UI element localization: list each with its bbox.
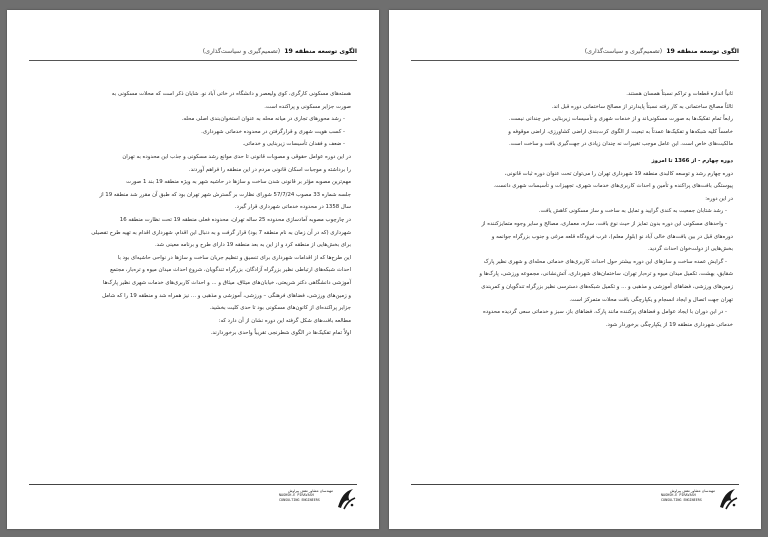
paragraph: سال 1358 در محدوده خدماتی شهرداری قرار گیرد. bbox=[234, 204, 351, 211]
document-page-right bbox=[389, 10, 761, 529]
paragraph: دوره‌های قبل در بین بافت‌های خالی آباد نو (بلوار معلم)، غرب فرودگاه قلعه مرغی و جنوب بزرگراه جوانمه و bbox=[491, 233, 733, 240]
paragraph: و زمین‌های ورزشی، فضاهای فرهنگی – ورزشی، آموزشی و مذهبی و ... نیز همراه شد و منطقه 19 را که شامل bbox=[102, 292, 351, 299]
paragraph: زمین‌های ورزشی، فضاهای آموزشی و مذهبی و ... و تکمیل شبکه‌های دسترسی نظیر بزرگراه تندگویان و کمربندی bbox=[481, 283, 733, 290]
bullet-item: - گرایش عمده ساخت و سازهای این دوره بیشتر حول احداث کاربری‌های خدماتی محله‌ای و شهری نظیر پارک bbox=[483, 258, 727, 265]
paragraph: مهم‌ترین مصوبه مؤثر بر قانونی شدن ساخت و سازها در حاشیه شهر به ویژه منطقه 19 بند 1 صورت bbox=[126, 179, 351, 186]
paragraph: را برداشته و موجبات اسکان قانونی مردم در این منطقه را فراهم آوردند. bbox=[188, 166, 351, 173]
page-header bbox=[411, 48, 739, 55]
paragraph: اولاً تمام تفکیک‌ها در الگوی شطرنجی تقریباً واحدی برخوردارند. bbox=[210, 330, 351, 337]
calligraphy-emblem-icon bbox=[717, 487, 739, 511]
header-title: الگوی توسعه منطقه 19 bbox=[666, 48, 739, 55]
paragraph: خدماتی شهرداری منطقه 19 از یکپارچگی برخوردار شود. bbox=[605, 321, 733, 328]
logo-tagline-en: CONSULTING ENGINEERS bbox=[661, 497, 702, 502]
paragraph: در این دوره: bbox=[705, 195, 733, 202]
logo-name-en: NAGHSH-E PIRAVASH bbox=[279, 493, 314, 498]
paragraph: دوره چهارم رشد و توسعه کالبدی منطقه 19 شهرداری تهران را می‌توان تحت عنوان دوره ثبات قانونی، bbox=[504, 170, 733, 177]
paragraph: احداث شبکه‌های ارتباطی نظیر بزرگراه آزادگان، بزرگراه تندگویان، شروع احداث میدان میوه و تره‌بار، مجتمع bbox=[110, 267, 351, 274]
header-subtitle: (تصمیم‌گیری و سیاست‌گذاری) bbox=[584, 48, 663, 55]
paragraph: ثالثاً مصالح ساختمانی به کار رفته نسبتاً پایدارتر از مصالح ساختمانی دوره قبل اند. bbox=[551, 103, 733, 110]
company-logo bbox=[279, 487, 357, 513]
paragraph: صورت جزایر مسکونی و پراکنده است. bbox=[264, 103, 351, 110]
paragraph: تهران جهت اتصال و ایجاد انسجام و یکپارچگی بافت محلات متمرکز است. bbox=[569, 296, 733, 303]
header-divider bbox=[29, 60, 357, 61]
paragraph: در این دوره عوامل حقوقی و مصوبات قانونی تا حدی موانع رشد مسکونی و جذب این محدوده به تهران bbox=[122, 153, 351, 160]
bullet-item: - رشد شتابان جمعیت به کندی گرایید و تمایل به ساخت و ساز مسکونی کاهش یافت. bbox=[538, 208, 727, 215]
logo-name-fa: مهندسان مشاور نقش پیراوش bbox=[287, 489, 333, 493]
logo-text bbox=[279, 489, 333, 502]
bullet-item: - واحدهای مسکونی این دوره بدون تمایز از حیث نوع بافت، سازه، معماری، مصالح و سایر وجوه متمایزکننده از bbox=[481, 220, 727, 227]
page-body bbox=[35, 88, 351, 340]
paragraph: ثانیاً اندازه قطعات و تراکم نسبتاً همسان هستند. bbox=[626, 91, 733, 97]
bullet-item: - رشد محورهای تجاری در میانه محله به عنوان استخوان‌بندی اصلی محله. bbox=[181, 116, 345, 123]
paragraph: جزایر پراکنده‌ای از کانون‌های مسکونی بود تا حدی کلیت بخشید. bbox=[209, 305, 351, 312]
header-title: الگوی توسعه منطقه 19 bbox=[284, 48, 357, 55]
footer-divider bbox=[29, 484, 357, 485]
header-divider bbox=[411, 60, 739, 61]
paragraph: این طرح‌ها که از اقدامات شهرداری برای تنسیق و تنظیم جریان ساخت و سازها در نواحی حاشیه‌ای بود با bbox=[117, 254, 351, 261]
paragraph: شهرداری (که در آن زمان به نام منطقه 7 بود) قرار گرفت و به دنبال این اقدام، شهرداری اقدام به تهیه طرح تفصیلی bbox=[91, 229, 351, 236]
paragraph: خامساً کلیه شبکه‌ها و تفکیک‌ها عمدتاً به تبعیت از الگوی کرت‌بندی اراضی کشاورزی، اراضی موقوفه و bbox=[508, 128, 733, 135]
paragraph: هسته‌های مسکونی کارگری، کوی ولیعصر و دانشگاه در خاتی آباد نو. شایان ذکر است که محلات مسکونی به bbox=[111, 91, 351, 97]
paragraph: مالکیت‌های خاص است. این عامل موجب تغییرات نه چندان زیادی در جهت‌گیری بافت و ساخت است. bbox=[508, 141, 733, 148]
paragraph: شقایق، بهشت، تکمیل میدان میوه و تره‌بار تهران، ساختمان‌های شهرداری، آتش‌نشانی، مجموعه ورزشی، پارک‌ها و bbox=[479, 271, 733, 278]
footer-divider bbox=[411, 484, 739, 485]
bullet-item: - در این دوران با ایجاد عوامل و فضاهای پرکننده مانند پارک، فضاهای باز، سبز و خدماتی سعی گردیده محدوده bbox=[483, 309, 727, 316]
logo-name-en: NAGHSH-E PIRAVASH bbox=[661, 493, 696, 498]
document-page-left bbox=[7, 10, 379, 529]
section-heading: دوره چهارم - از 1366 تا امروز bbox=[651, 157, 733, 164]
paragraph: جلسه شماره 33 مصوب 57/7/24 شورای نظارت بر گسترش شهر تهران بود که طبق آن مقرر شد منطقه 19 از bbox=[99, 191, 351, 198]
company-logo bbox=[661, 487, 739, 513]
bullet-item: - ضعف و فقدان تأسیسات زیربنایی و خدماتی. bbox=[242, 141, 345, 148]
logo-text bbox=[661, 489, 715, 502]
paragraph: آموزشی دانشگاهی دکتر شریعتی، خیابان‌های میثاق، میثاق و ... و احداث کاربری‌های خدمات شهری نظیر پارک‌ها bbox=[102, 279, 351, 286]
page-header bbox=[29, 48, 357, 55]
paragraph: رابعاً تمام تفکیک‌ها به صورت مسکونی‌اند و از خدمات شهری و تأسیسات زیربنایی خبر چندانی نیست. bbox=[508, 116, 733, 123]
page-body bbox=[417, 88, 733, 331]
paragraph: مطالعه بافت‌های شکل گرفته این دوره نشان از آن دارد که: bbox=[218, 317, 351, 324]
header-subtitle: (تصمیم‌گیری و سیاست‌گذاری) bbox=[202, 48, 281, 55]
logo-tagline-en: CONSULTING ENGINEERS bbox=[279, 497, 320, 502]
paragraph: پیوستگی بافت‌های پراکنده و تأمین و احداث کاربری‌های خدمات شهری، تجهیزات و تأسیسات شهری دانست. bbox=[493, 183, 733, 190]
paragraph: برای بخش‌هایی از منطقه کرد و از این به بعد منطقه 19 دارای طرح و برنامه معینی شد. bbox=[154, 242, 351, 249]
logo-name-fa: مهندسان مشاور نقش پیراوش bbox=[669, 489, 715, 493]
bullet-item: - کسب هویت شهری و قرارگرفتن در محدوده خدماتی شهرداری. bbox=[201, 128, 345, 135]
calligraphy-emblem-icon bbox=[335, 487, 357, 511]
paragraph: در چارچوب مصوبه آمادسازی محدوده 25 ساله تهران، محدوده فعلی منطقه 19 تحت نظارت منطقه 16 bbox=[119, 216, 351, 223]
paragraph: بخش‌هایی از دولت‌خوان احداث گردید. bbox=[647, 246, 733, 253]
